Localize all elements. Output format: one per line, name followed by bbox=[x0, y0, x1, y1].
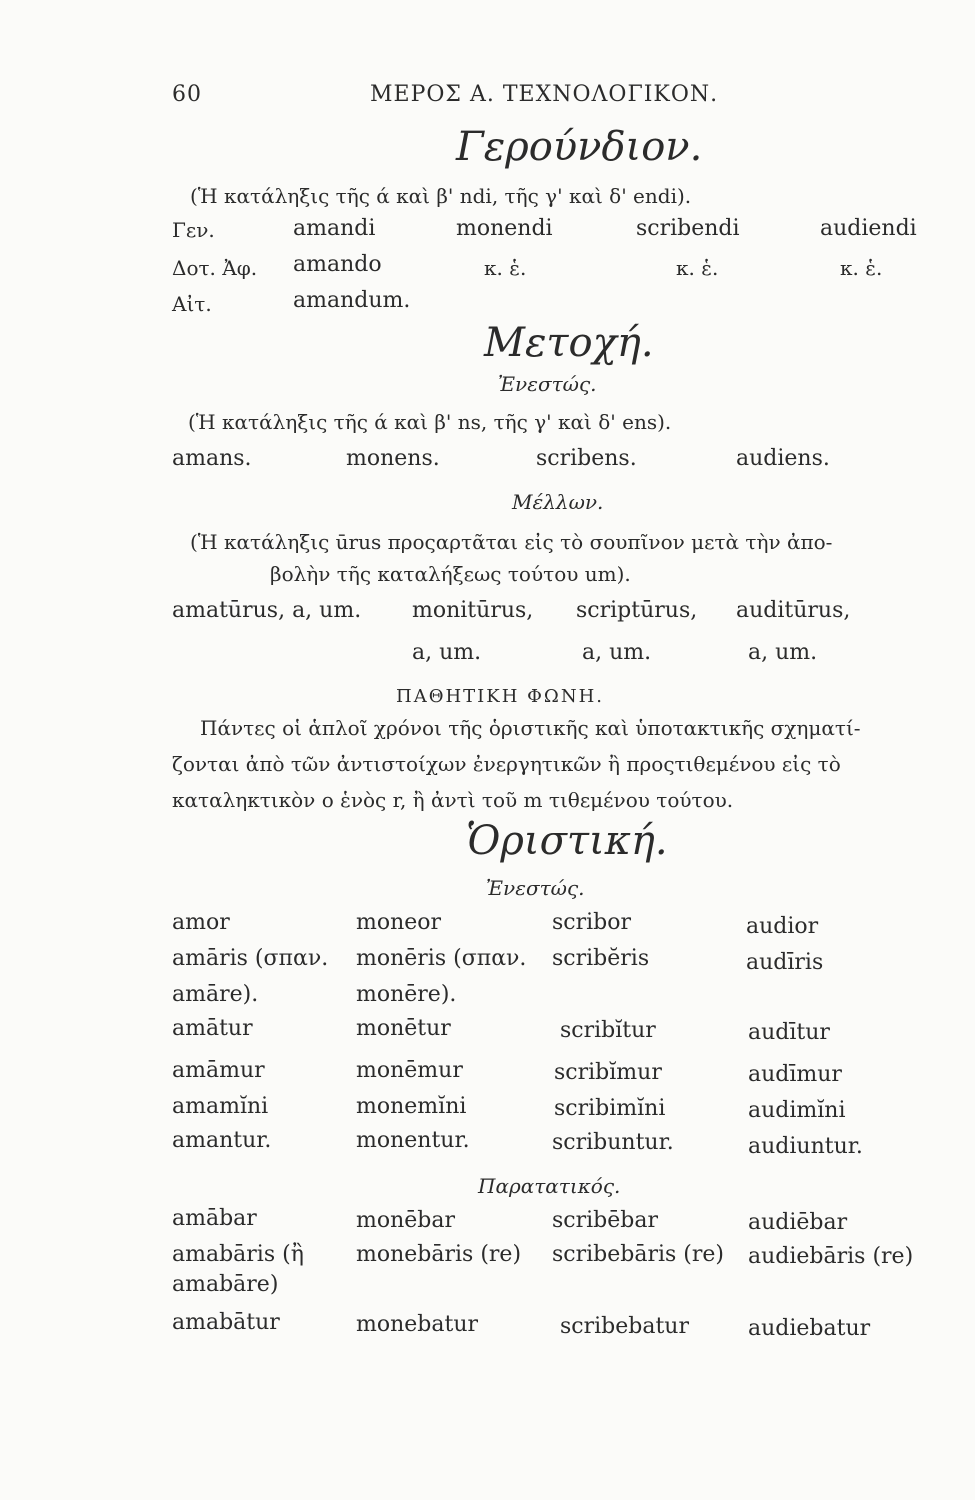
gerund-title: Γερούνδιον. bbox=[456, 124, 703, 170]
indicative-title: Ὁριστική. bbox=[466, 818, 668, 864]
conjugation-cell: monēmur bbox=[356, 1058, 463, 1083]
participle-future-title: Μέλλων. bbox=[512, 490, 604, 514]
conjugation-cell: monēris (σπαν. bbox=[356, 946, 527, 971]
gerund-cell: amandi bbox=[293, 216, 376, 241]
conjugation-cell: amabāris (ἢ bbox=[172, 1242, 304, 1267]
conjugation-cell: scribebatur bbox=[560, 1314, 689, 1339]
gerund-cell: κ. ἑ. bbox=[676, 256, 719, 280]
conjugation-cell: audiebatur bbox=[748, 1316, 871, 1341]
participle-present-rule: (Ἡ κατάληξις τῆς ά καὶ β' ns, τῆς γ' καὶ δ' ens). bbox=[188, 410, 672, 434]
running-title: ΜΕΡΟΣ Α. ΤΕΧΝΟΛΟΓΙΚΟΝ. bbox=[370, 82, 719, 107]
participle-future-ending: a, um. bbox=[412, 640, 482, 665]
participle-future-form: auditūrus, bbox=[736, 598, 851, 623]
conjugation-cell: audiēbar bbox=[748, 1210, 848, 1235]
conjugation-cell: amor bbox=[172, 910, 230, 935]
participle-future-ending: a, um. bbox=[748, 640, 818, 665]
participle-future-form: monitūrus, bbox=[412, 598, 534, 623]
passive-paragraph-line: καταληκτικὸν o ἑνὸς r, ἢ ἀντὶ τοῦ m τιθεμένου τούτου. bbox=[172, 788, 734, 812]
gerund-row-label: Αἰτ. bbox=[172, 292, 212, 316]
passive-paragraph-line: ζονται ἀπὸ τῶν ἀντιστοίχων ἐνεργητικῶν ἢ προςτιθεμένου εἰς τὸ bbox=[172, 752, 841, 776]
gerund-cell: monendi bbox=[456, 216, 553, 241]
conjugation-cell: amantur. bbox=[172, 1128, 272, 1153]
conjugation-cell: monebāris (re) bbox=[356, 1242, 522, 1267]
conjugation-cell: scribebāris (re) bbox=[552, 1242, 725, 1267]
participle-future-rule-line2: βολὴν τῆς καταλήξεως τούτου um). bbox=[270, 562, 631, 586]
conjugation-cell: audimĭni bbox=[748, 1098, 846, 1123]
conjugation-cell: scribĭtur bbox=[560, 1018, 656, 1043]
conjugation-cell: amāre). bbox=[172, 982, 259, 1007]
passive-voice-heading: ΠΑΘΗΤΙΚΗ ΦΩΝΗ. bbox=[396, 686, 604, 707]
conjugation-cell: audītur bbox=[748, 1020, 830, 1045]
gerund-row-label: Γεν. bbox=[172, 218, 215, 242]
conjugation-cell: monebatur bbox=[356, 1312, 479, 1337]
gerund-cell: κ. ἑ. bbox=[840, 256, 883, 280]
participle-present-title: Ἐνεστώς. bbox=[498, 372, 597, 396]
conjugation-cell: amātur bbox=[172, 1016, 253, 1041]
conjugation-cell: amābar bbox=[172, 1206, 257, 1231]
conjugation-cell: amāris (σπαν. bbox=[172, 946, 329, 971]
passive-paragraph-line: Πάντες οἱ ἁπλοῖ χρόνοι τῆς ὁριστικῆς καὶ ὑποτακτικῆς σχηματί- bbox=[200, 716, 861, 740]
conjugation-cell: monētur bbox=[356, 1016, 451, 1041]
conjugation-cell: moneor bbox=[356, 910, 442, 935]
participle-future-rule-line1: (Ἡ κατάληξις ūrus προςαρτᾶται εἰς τὸ σουπῖνον μετὰ τὴν ἀπο- bbox=[190, 530, 833, 554]
conjugation-cell: audior bbox=[746, 914, 819, 939]
conjugation-cell: amabātur bbox=[172, 1310, 280, 1335]
conjugation-cell: scribĕris bbox=[552, 946, 650, 971]
participle-form: monens. bbox=[346, 446, 440, 471]
conjugation-cell: scribor bbox=[552, 910, 632, 935]
conjugation-cell: amāmur bbox=[172, 1058, 265, 1083]
page-number: 60 bbox=[172, 82, 202, 107]
conjugation-cell: amabāre) bbox=[172, 1272, 279, 1297]
conjugation-cell: scribĭmur bbox=[554, 1060, 662, 1085]
gerund-rule: (Ἡ κατάληξις τῆς ά καὶ β' ndi, τῆς γ' καὶ δ' endi). bbox=[190, 184, 692, 208]
conjugation-cell: monentur. bbox=[356, 1128, 470, 1153]
participle-form: audiens. bbox=[736, 446, 830, 471]
conjugation-cell: monemĭni bbox=[356, 1094, 467, 1119]
gerund-cell: amandum. bbox=[293, 288, 411, 313]
conjugation-cell: monēre). bbox=[356, 982, 457, 1007]
conjugation-cell: audīris bbox=[746, 950, 824, 975]
gerund-cell: audiendi bbox=[820, 216, 917, 241]
participle-form: amans. bbox=[172, 446, 252, 471]
conjugation-cell: scribuntur. bbox=[552, 1130, 674, 1155]
conjugation-cell: amamĭni bbox=[172, 1094, 269, 1119]
gerund-cell: κ. ἑ. bbox=[484, 256, 527, 280]
conjugation-cell: scribēbar bbox=[552, 1208, 658, 1233]
conjugation-cell: audīmur bbox=[748, 1062, 842, 1087]
participle-future-form: amatūrus, a, um. bbox=[172, 598, 362, 623]
participle-title: Μετοχή. bbox=[484, 320, 654, 366]
participle-future-form: scriptūrus, bbox=[576, 598, 698, 623]
participle-form: scribens. bbox=[536, 446, 637, 471]
indicative-present-title: Ἐνεστώς. bbox=[486, 876, 585, 900]
conjugation-cell: audiuntur. bbox=[748, 1134, 863, 1159]
conjugation-cell: scribimĭni bbox=[554, 1096, 666, 1121]
conjugation-cell: audiebāris (re) bbox=[748, 1244, 914, 1269]
indicative-imperfect-title: Παρατατικός. bbox=[478, 1174, 621, 1198]
conjugation-cell: monēbar bbox=[356, 1208, 456, 1233]
gerund-cell: scribendi bbox=[636, 216, 740, 241]
gerund-row-label: Δοτ. Ἀφ. bbox=[172, 256, 258, 280]
gerund-cell: amando bbox=[293, 252, 382, 277]
participle-future-ending: a, um. bbox=[582, 640, 652, 665]
